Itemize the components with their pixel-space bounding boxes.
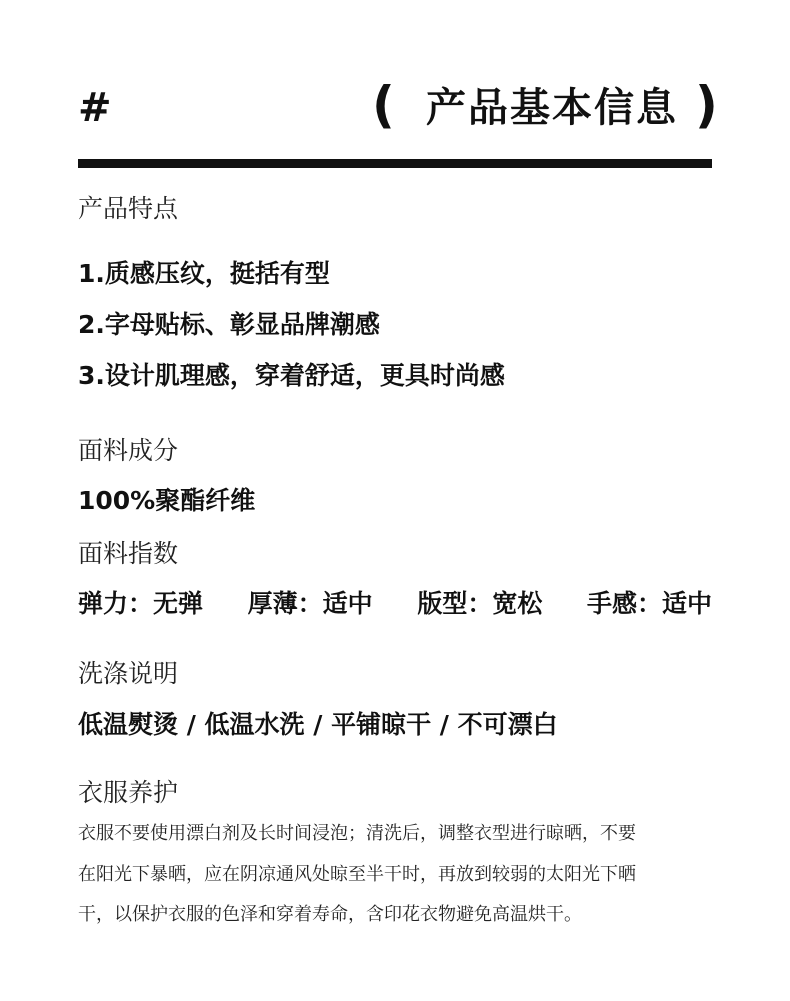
spec-elasticity: 弹力：无弹 bbox=[78, 589, 204, 618]
fabric-index-heading: 面料指数 bbox=[78, 539, 179, 568]
care-text-line: 干，以保护衣服的色泽和穿着寿命，含印花衣物避免高温烘干。 bbox=[78, 904, 582, 925]
spec-thickness: 厚薄：适中 bbox=[247, 589, 373, 618]
fabric-heading: 面料成分 bbox=[78, 436, 179, 465]
spec-hand-feel: 手感：适中 bbox=[586, 589, 712, 618]
fabric-composition: 100%聚酯纤维 bbox=[78, 486, 256, 515]
care-heading: 衣服养护 bbox=[78, 778, 179, 807]
title-close-paren: ) bbox=[695, 76, 718, 134]
care-text-line: 在阳光下暴晒，应在阴凉通风处晾至半干时，再放到较弱的太阳光下晒 bbox=[78, 864, 636, 885]
feature-item: 2.字母贴标、彰显品牌潮感 bbox=[78, 310, 380, 339]
title-open-paren: ( bbox=[372, 76, 395, 134]
washing-instructions: 低温熨烫 / 低温水洗 / 平铺晾干 / 不可漂白 bbox=[78, 710, 558, 739]
washing-heading: 洗涤说明 bbox=[78, 659, 179, 688]
feature-item: 3.设计肌理感，穿着舒适，更具时尚感 bbox=[78, 361, 505, 390]
features-heading: 产品特点 bbox=[78, 194, 179, 223]
hash-symbol: # bbox=[78, 85, 112, 131]
fabric-index-specs bbox=[78, 591, 712, 616]
feature-item: 1.质感压纹，挺括有型 bbox=[78, 259, 330, 288]
page-title: 产品基本信息 bbox=[426, 85, 678, 131]
spec-fit: 版型：宽松 bbox=[417, 589, 543, 618]
header-divider bbox=[78, 159, 712, 168]
care-text-line: 衣服不要使用漂白剂及长时间浸泡；清洗后，调整衣型进行晾晒，不要 bbox=[78, 823, 636, 844]
